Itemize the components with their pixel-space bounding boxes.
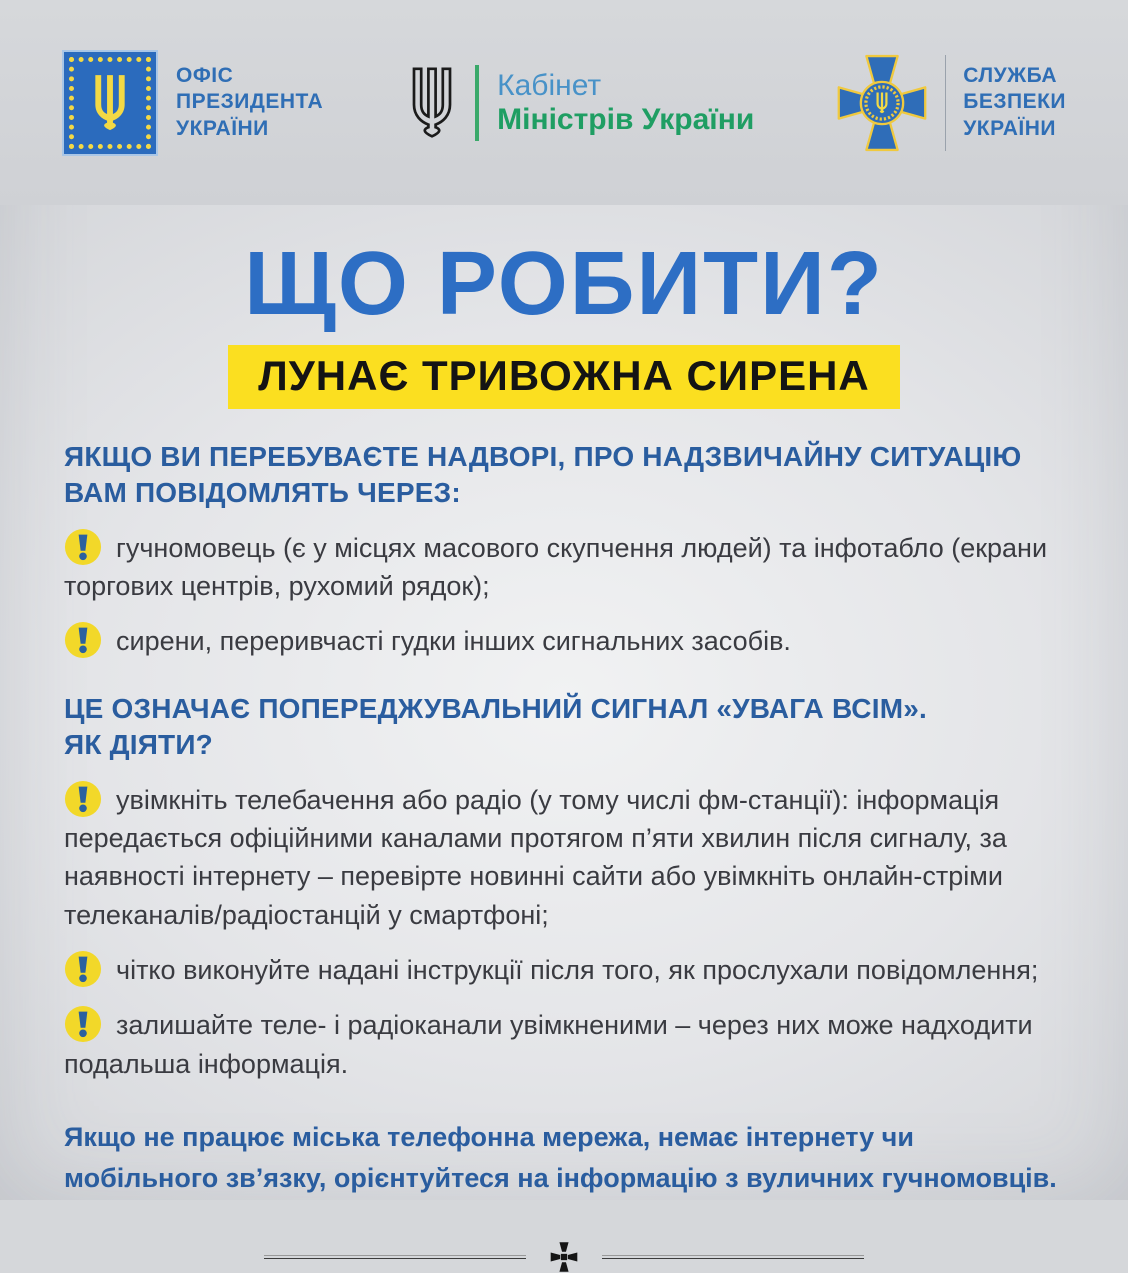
heading-line: ЯКЩО ВИ ПЕРЕБУВАЄТЕ НАДВОРІ, ПРО НАДЗВИЧАЙНУ СИТУАЦІЮ (64, 441, 1022, 472)
bullet-item (64, 1005, 1064, 1083)
bullet-text: сирени, переривчасті гудки інших сигнальних засобів. (116, 626, 791, 657)
president-emblem-icon (62, 50, 158, 156)
heading-line: ЯК ДІЯТИ? (64, 729, 213, 761)
bullet-item (64, 528, 1064, 606)
trident-outline-icon (405, 66, 459, 140)
section-heading-outdoors (64, 439, 1064, 512)
bullet-text: залишайте теле- і радіоканали увімкненими – через них може надходити подальша інформація. (64, 1010, 1033, 1079)
exclamation-icon (64, 780, 102, 818)
label-line: Міністрів України (497, 102, 755, 136)
president-office-label (176, 63, 323, 141)
heading-line: ЦЕ ОЗНАЧАЄ ПОПЕРЕДЖУВАЛЬНИЙ СИГНАЛ «УВАГА ВСІМ». (64, 692, 927, 724)
divider-line (264, 1255, 526, 1259)
label-line: ПРЕЗИДЕНТА (176, 90, 324, 114)
cabinet-label (497, 69, 754, 136)
sbu-cross-icon (836, 53, 928, 153)
heading-line: ВАМ ПОВІДОМЛЯТЬ ЧЕРЕЗ: (64, 477, 461, 509)
label-line: БЕЗПЕКИ (963, 90, 1066, 114)
exclamation-icon (64, 950, 102, 988)
logo-office-of-president (62, 50, 323, 156)
bullet-text: увімкніть телебачення або радіо (у тому числі фм-станції): інформація передається офіційними каналами протягом п’яти хвилин після сигналу, за наявності інтернету – перевірте новинні сайти або увімкніть онлайн-стріми телеканалів/радіостанцій у смартфоні; (64, 784, 1007, 930)
bullet-text: гучномовець (є у місцях масового скупчення людей) та інфотабло (екрани торгових центрів, рухомий рядок); (64, 532, 1048, 602)
label-line: СЛУЖБА (963, 64, 1058, 88)
exclamation-icon (64, 528, 102, 566)
poster-body (0, 234, 1128, 1273)
bullet-item (64, 950, 1064, 989)
divider-line (602, 1255, 864, 1259)
exclamation-icon (64, 1005, 102, 1043)
header-logos (0, 0, 1128, 205)
bullet-item (64, 621, 1064, 660)
sbu-label (963, 63, 1066, 141)
logo-security-service (836, 53, 1066, 153)
alert-banner: ЛУНАЄ ТРИВОЖНА СИРЕНА (228, 345, 900, 409)
footer-line: Якщо не працює міська телефонна мережа, немає інтернету чи (64, 1121, 914, 1152)
label-line: ОФІС (176, 64, 234, 88)
exclamation-icon (64, 621, 102, 659)
label-line: УКРАЇНИ (176, 116, 269, 140)
wreath-border (69, 57, 151, 149)
cross-pattee-icon (550, 1241, 578, 1273)
vertical-divider (945, 55, 946, 151)
footer-note (64, 1117, 1064, 1199)
label-line: Кабінет (497, 68, 602, 102)
logo-cabinet-of-ministers (405, 65, 754, 141)
bullet-text: чітко виконуйте надані інструкції після того, як прослухали повідомлення; (116, 954, 1039, 985)
page-title: ЩО РОБИТИ? (244, 234, 884, 334)
green-divider-bar (475, 65, 479, 141)
section-heading-signal (64, 691, 1064, 764)
bullet-item (64, 780, 1064, 934)
bottom-divider (264, 1241, 864, 1273)
label-line: УКРАЇНИ (963, 116, 1056, 140)
footer-line: мобільного зв’язку, орієнтуйтеся на інформацію з вуличних гучномовців. (64, 1162, 1057, 1193)
